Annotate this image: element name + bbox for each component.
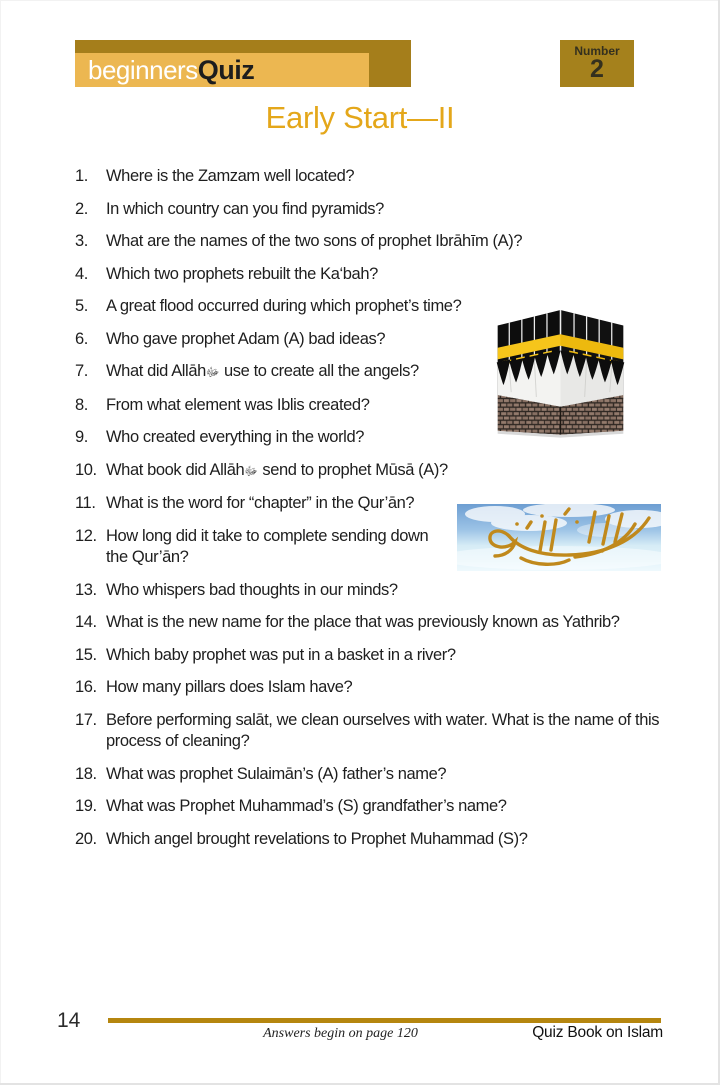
badge-number: 2 — [590, 55, 604, 83]
question-number: 17. — [75, 710, 97, 729]
quiz-number-badge — [560, 40, 634, 87]
quran-calligraphy-image — [457, 504, 661, 571]
question-text-honorific: ﷻ — [244, 463, 258, 478]
quiz-question — [75, 612, 667, 634]
quiz-question — [75, 199, 667, 221]
question-text-post: use to create all the angels? — [219, 362, 419, 380]
quiz-question — [75, 166, 667, 188]
question-text: Who created everything in the world? — [106, 428, 364, 446]
quiz-question — [75, 460, 667, 483]
question-text: How many pillars does Islam have? — [106, 678, 353, 696]
question-text: What is the new name for the place that was previously known as Yathrib? — [106, 613, 620, 631]
question-number: 1. — [75, 167, 88, 185]
question-text: Where is the Zamzam well located? — [106, 167, 355, 185]
question-number: 2. — [75, 199, 88, 218]
quiz-question — [75, 710, 667, 753]
series-name-quiz: Quiz — [197, 54, 255, 85]
question-number: 3. — [75, 232, 88, 250]
kaaba-image — [488, 298, 633, 440]
question-text: Before performing salāt, we clean ourselves with water. What is the name of this process of cleaning? — [106, 710, 660, 750]
question-number: 12. — [75, 526, 97, 545]
question-text: From what element was Iblis created? — [106, 395, 370, 414]
series-name — [88, 55, 254, 86]
question-text — [106, 460, 448, 483]
question-text — [106, 361, 419, 384]
question-text-pre: What did Allāh — [106, 362, 206, 380]
badge-label: Number — [574, 44, 620, 58]
question-text: Who gave prophet Adam (A) bad ideas? — [106, 329, 386, 348]
question-number: 14. — [75, 613, 97, 631]
question-text: What was Prophet Muhammad’s (S) grandfather’s name? — [106, 797, 507, 815]
quiz-question — [75, 645, 667, 667]
question-number: 8. — [75, 395, 88, 414]
question-text: What is the word for “chapter” in the Qur’ān? — [106, 494, 415, 512]
question-text-post: send to prophet Mūsā (A)? — [257, 460, 448, 479]
question-number: 4. — [75, 264, 88, 283]
quiz-question — [75, 231, 667, 253]
question-number: 7. — [75, 362, 88, 380]
header-bar-light — [75, 53, 369, 87]
question-text: Which angel brought revelations to Prophet Muhammad (S)? — [106, 829, 528, 848]
question-number: 18. — [75, 764, 97, 783]
question-number: 15. — [75, 645, 97, 664]
quiz-question — [75, 264, 667, 286]
question-number: 5. — [75, 297, 88, 315]
question-text: What are the names of the two sons of prophet Ibrāhīm (A)? — [106, 232, 523, 250]
question-text: How long did it take to complete sending down the Qur’ān? — [106, 526, 429, 566]
quiz-question — [75, 796, 667, 818]
question-number: 13. — [75, 580, 97, 599]
answers-note: Answers begin on page 120 — [263, 1026, 418, 1041]
question-text: Who whispers bad thoughts in our minds? — [106, 580, 398, 599]
question-number: 10. — [75, 460, 97, 479]
question-number: 11. — [75, 494, 96, 512]
question-text: A great flood occurred during which prophet’s time? — [106, 297, 462, 315]
footer-rule — [108, 1018, 661, 1023]
question-number: 6. — [75, 329, 88, 348]
quiz-question — [75, 829, 667, 851]
question-text-pre: What book did Allāh — [106, 460, 245, 479]
question-number: 19. — [75, 797, 97, 815]
question-text-honorific: ﷻ — [205, 365, 220, 379]
question-text: Which two prophets rebuilt the Ka‘bah? — [106, 264, 378, 283]
quiz-question — [75, 677, 667, 699]
question-number: 9. — [75, 428, 88, 446]
question-text: What was prophet Sulaimān’s (A) father’s name? — [106, 764, 447, 783]
page-number: 14 — [57, 1009, 81, 1032]
book-title: Quiz Book on Islam — [532, 1024, 663, 1041]
question-number: 16. — [75, 678, 97, 696]
quiz-question — [75, 764, 667, 786]
question-number: 20. — [75, 829, 97, 848]
question-text: In which country can you find pyramids? — [106, 199, 384, 218]
page-title: Early Start—II — [265, 100, 455, 135]
series-name-beginners: beginners — [88, 54, 198, 85]
quiz-question — [75, 580, 667, 602]
question-text: Which baby prophet was put in a basket in a river? — [106, 645, 456, 664]
